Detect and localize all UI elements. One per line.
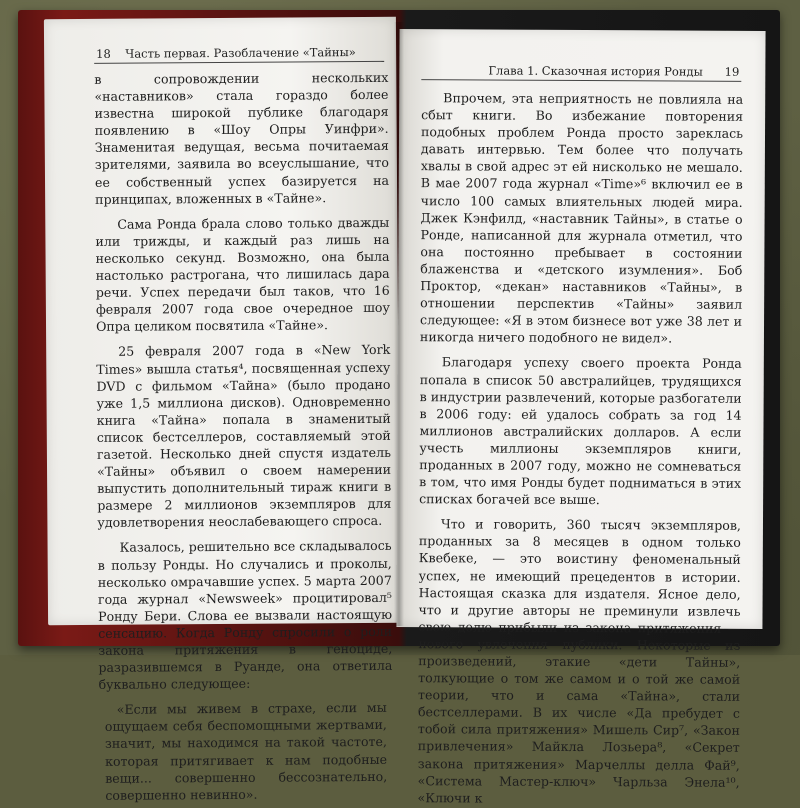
right-page-header [423, 63, 739, 79]
paragraph: Что и говорить, 360 тысяч экземпляров, проданных за 8 месяцев в одном только Квебеке, — это воистину феноменальный успех, не имеющий прецедентов в истории. Настоящая сказка для издателя. Ясное дело, что и другие авторы не преминули извлечь свою долю прибыли из закона притяжения — нового увлечения публики. Некоторые из произведений, этакие «дети Тайны», толкующие о том же самом и о той же самой теории, что и сама «Тайна», стали бестселлерами. В их числе «Да пребудет с тобой сила притяжения» Мишель Сир⁷, «Закон привлечения» Майкла Лозьера⁸, «Секрет закона притяжения» Марчеллы делла Фай⁹, «Система Мастер-ключ» Чарльза Энела¹⁰, «Ключи к [417, 516, 742, 806]
left-running-head: Часть первая. Разоблачение «Тайны» [125, 45, 356, 61]
paragraph: Впрочем, эта неприятность не повлияла на сбыт книги. Во избежание повторения подобных проблем Ронда просто зареклась давать интервью. Тем более что получать хвалы в свой адрес эт ей нисколько не мешало. В мае 2007 года журнал «Time»⁶ включил ее в число 100 самых влиятельных людей мира. Джек Кэнфилд, «наставник Тайны», в статье о Ронде, написанной для журнала отметил, что она постоянно пребывает в состоянии блаженства и «детского изумления». Боб Проктор, «декан» наставников «Тайны», в отношении перспектив «Тайны» заявил следующее: «Я в этом бизнесе вот уже 38 лет и никогда ничего подобного не видел». [419, 90, 744, 346]
right-page-number: 19 [724, 64, 740, 79]
left-page-header [96, 45, 382, 61]
paragraph: в сопровождении нескольких «наставников» стала гораздо более известна широкой публике благодаря появлению в «Шоу Опры Уинфри». Знаменитая ведущая, весьма почитаемая зрителями, заявила во всеуслышание, что ее собственный успех базируется на принципах, вложенных в «Тайне». [94, 69, 390, 207]
paragraph: Благодаря успеху своего проекта Ронда попала в список 50 австралийцев, трудящихся в индустрии развлечений, которые разбогатели в 2006 году: ей удалось собрать за год 14 миллионов австралийских долларов. А если учесть миллионы экземпляров книги, проданных в 2007 году, можно не сомневаться в том, что имя Ронды будет подниматься в этих списках богачей все выше. [419, 354, 742, 508]
right-running-head: Глава 1. Сказочная история Ронды [488, 63, 703, 79]
book-gutter-shadow [394, 22, 404, 626]
right-header-rule [421, 79, 741, 82]
left-page [44, 17, 400, 803]
paragraph: 25 февраля 2007 года в «New York Times» вышла статья⁴, посвященная успеху DVD с фильмом «Тайна» (было продано уже 1,5 миллиона дисков). Одновременно книга «Тайна» попала в знаменитый список бестселлеров, составляемый этой газетой. Несколько дней спустя издатель «Тайны» объявил о своем намерении выпустить дополнительный тираж книги в размере 2 миллионов экземпляров для удовлетворения неослабевающего спроса. [96, 342, 392, 531]
left-header-rule [94, 61, 384, 64]
right-page [396, 29, 765, 806]
left-page-body [94, 69, 393, 804]
paragraph: Казалось, решительно все складывалось в пользу Ронды. Но случались и проколы, несколько омрачавшие успех. 5 марта 2007 года журнал «Newsweek» процитировал⁵ Ронду Бери. Слова ее вызвали настоящую сенсацию. Когда Ронду спросили о роли закона притяжения в геноциде, разразившемся в Руанде, она ответила буквально следующее: [97, 538, 393, 693]
paragraph: Сама Ронда брала слово только дважды или трижды, и каждый раз лишь на несколько секунд. Возможно, она была настолько растрогана, что лишилась дара речи. Успех передачи был таков, что 16 февраля 2007 года свое очередное шоу Опра целиком посвятила «Тайне». [95, 214, 390, 335]
left-page-number: 18 [96, 46, 111, 61]
quote-paragraph: «Если мы живем в страхе, если мы ощущаем себя беспомощными жертвами, значит, мы находимся на такой частоте, которая притягивает к нам подобные вещи... совершенно бессознательно, совершенно невинно». [104, 700, 388, 803]
right-page-body [418, 89, 744, 808]
